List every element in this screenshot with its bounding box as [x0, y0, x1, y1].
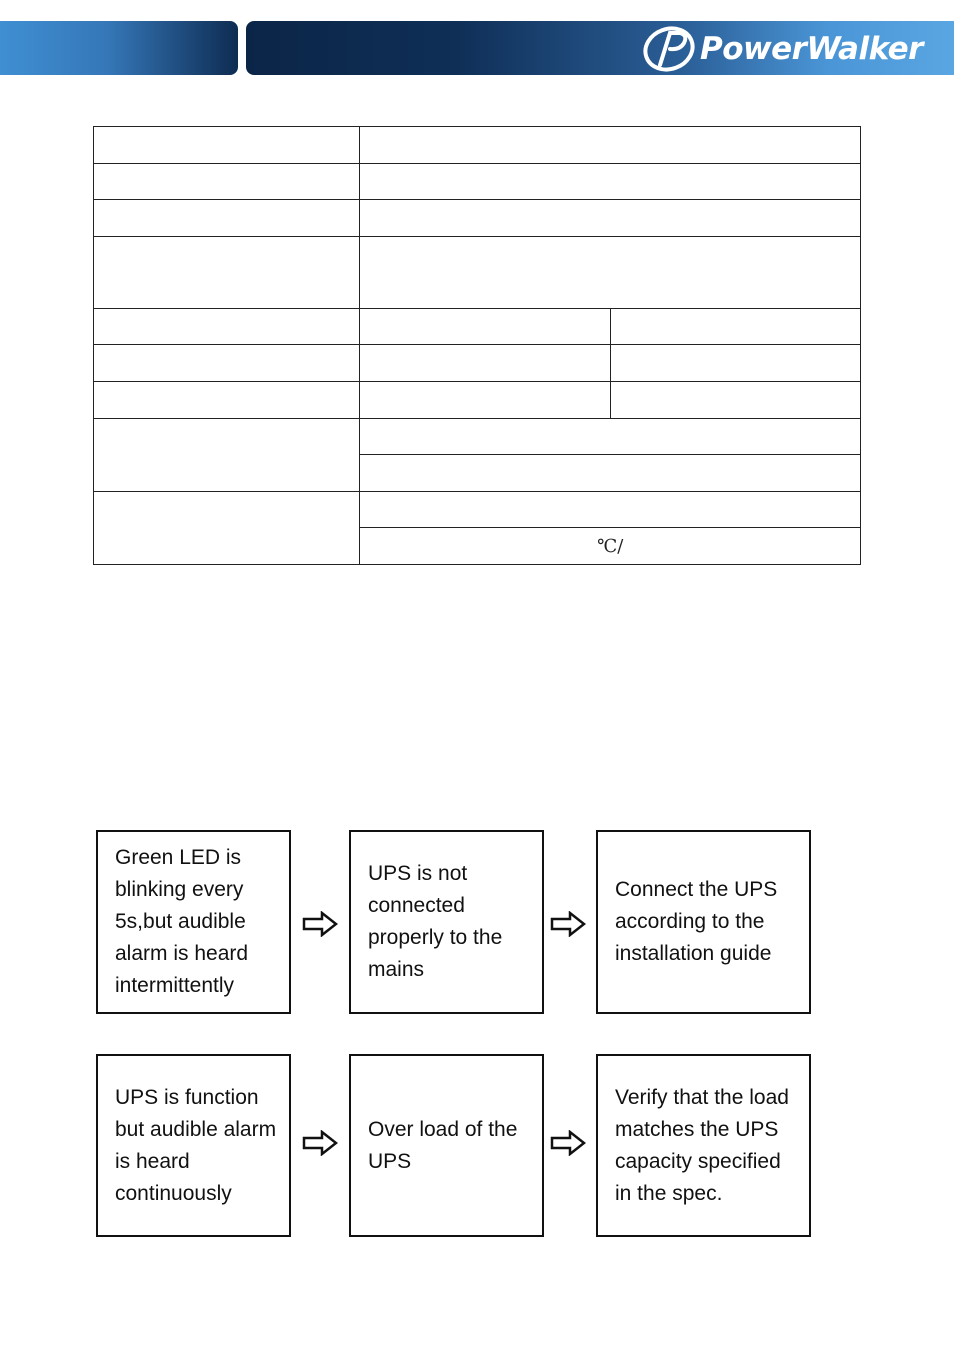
- solution-box-1: [596, 830, 811, 1014]
- cause-text: UPS is not connected properly to the mains: [368, 862, 503, 981]
- table-cell: [360, 237, 861, 309]
- table-cell: [94, 345, 360, 382]
- table-cell: [94, 492, 360, 565]
- table-cell: [360, 200, 861, 237]
- cause-box-1: [349, 830, 544, 1014]
- table-cell: [94, 382, 360, 419]
- right-arrow-icon: [302, 1130, 338, 1156]
- condition-box-1: [96, 830, 291, 1014]
- table-cell: [360, 419, 861, 455]
- table-cell: [360, 345, 610, 382]
- cause-box-2: [349, 1054, 544, 1237]
- table-cell: [94, 309, 360, 345]
- table-cell: [610, 382, 860, 419]
- table-cell: [360, 164, 861, 200]
- cause-text: Over load of the UPS: [368, 1117, 518, 1173]
- temperature-unit-cell: ℃/: [360, 528, 861, 565]
- powerwalker-logo-icon: [640, 25, 698, 73]
- solution-text: Connect the UPS according to the installation guide: [615, 878, 778, 965]
- brand-name: PowerWalker: [700, 31, 923, 67]
- condition-text: UPS is function but audible alarm is heard continuously: [115, 1085, 277, 1205]
- table-cell: [94, 200, 360, 237]
- table-cell: [610, 309, 860, 345]
- table-cell: [360, 382, 610, 419]
- spec-table: [93, 126, 861, 565]
- header-banner-left: [0, 21, 238, 75]
- solution-box-2: [596, 1054, 811, 1237]
- table-cell: [360, 455, 861, 492]
- right-arrow-icon: [550, 911, 586, 937]
- brand-logo: [640, 24, 940, 74]
- condition-box-2: [96, 1054, 291, 1237]
- table-cell: [610, 345, 860, 382]
- solution-text: Verify that the load matches the UPS capacity specified in the spec.: [615, 1085, 789, 1205]
- table-cell: [94, 164, 360, 200]
- table-cell: [94, 127, 360, 164]
- right-arrow-icon: [302, 911, 338, 937]
- table-cell: [94, 419, 360, 492]
- table-cell: [94, 237, 360, 309]
- right-arrow-icon: [550, 1130, 586, 1156]
- condition-text: Green LED is blinking every 5s,but audible alarm is heard intermittently: [115, 846, 249, 997]
- table-cell: [360, 492, 861, 528]
- table-cell: [360, 127, 861, 164]
- table-cell: [360, 309, 610, 345]
